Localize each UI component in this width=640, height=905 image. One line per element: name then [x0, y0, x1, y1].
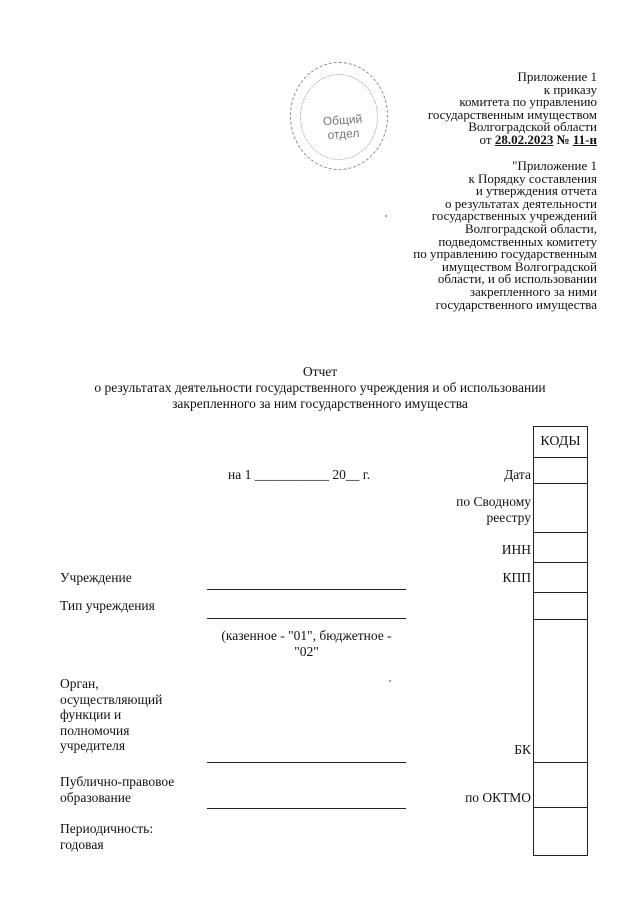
order-ref-prefix: от [479, 131, 495, 147]
codes-row-divider [534, 562, 587, 563]
procedure-line: подведомственных комитету [438, 233, 597, 249]
codes-label-kpp: КПП [502, 570, 531, 585]
public-entity-label-line: образование [60, 789, 131, 805]
procedure-line: имуществом Волгоградской [441, 258, 597, 274]
order-date: 28.02.2023 [494, 131, 554, 147]
field-label-type: Тип учреждения [60, 598, 155, 613]
codes-label-date: Дата [504, 467, 531, 482]
codes-label-bk: БК [514, 742, 531, 757]
codes-row-divider [534, 619, 587, 620]
public-entity-label-line: Публично-правовое [60, 774, 175, 789]
codes-label-svod-line: реестру [486, 510, 531, 525]
organ-label-line: учредителя [60, 738, 126, 753]
procedure-line: области, и об использовании [437, 271, 597, 287]
type-hint-line: "02" [294, 643, 319, 659]
order-reference [428, 131, 597, 147]
type-fill-line [207, 618, 406, 619]
organ-label-line: осуществляющий [60, 691, 163, 707]
order-number-sign: № [553, 131, 573, 147]
periodicity-label-line: Периодичность: [60, 821, 154, 836]
procedure-reference-block [413, 160, 597, 311]
report-title: Отчет [302, 364, 338, 379]
procedure-line: и утверждения отчета [475, 183, 597, 199]
order-line: Приложение 1 [517, 69, 597, 84]
field-label-public-entity [60, 774, 174, 805]
stamp-text: Общий отдел [322, 111, 363, 143]
field-label-organ [60, 676, 162, 754]
scan-speck [385, 215, 387, 217]
order-line: комитета по управлению [459, 94, 597, 110]
codes-label-inn: ИНН [501, 542, 531, 557]
report-date-line: на 1 ___________ 20__ г. [228, 467, 371, 482]
order-line: к приказу [543, 81, 597, 97]
codes-column [533, 457, 588, 856]
procedure-line: закрепленного за ними [469, 283, 597, 299]
field-label-institution: Учреждение [60, 570, 132, 585]
codes-row-divider [534, 532, 587, 533]
codes-label-svod-line: по Сводному [456, 494, 531, 509]
periodicity-label-line: годовая [60, 836, 104, 852]
public-entity-fill-line [207, 808, 406, 809]
institution-fill-line [207, 589, 406, 590]
field-label-periodicity [60, 821, 153, 852]
procedure-line: Волгоградской области, [464, 220, 597, 236]
order-number: 11-н [572, 131, 597, 147]
order-line: государственным имуществом [427, 106, 597, 122]
organ-label-line: функции и [60, 707, 122, 722]
scan-speck [389, 680, 391, 682]
codes-label-svod [456, 494, 531, 526]
procedure-line: о результатах деятельности [445, 195, 597, 211]
organ-fill-line [207, 762, 406, 763]
codes-header: КОДЫ [533, 426, 588, 458]
organ-label-line: Орган, [60, 676, 99, 691]
procedure-line: государственных учреждений [431, 208, 597, 224]
codes-row-divider [534, 592, 587, 593]
order-line: Волгоградской области [468, 119, 597, 135]
procedure-line: к Порядку составления [468, 170, 597, 186]
codes-row-divider [534, 483, 587, 484]
procedure-line: по управлению государственным [413, 246, 597, 262]
report-subtitle-line: о результатах деятельности государственного учреждения и об использовании [94, 380, 546, 395]
report-subtitle-line: закрепленного за ним государственного имущества [172, 396, 468, 411]
procedure-line: государственного имущества [435, 296, 597, 312]
type-hint [207, 628, 406, 659]
type-hint-line: (казенное - "01", бюджетное - [221, 628, 392, 643]
organ-label-line: полномочия [60, 722, 130, 738]
codes-row-divider [534, 807, 587, 808]
procedure-line: "Приложение 1 [512, 158, 597, 173]
codes-label-oktmo: по ОКТМО [465, 790, 531, 805]
order-header-block [428, 71, 597, 147]
codes-row-divider [534, 762, 587, 763]
